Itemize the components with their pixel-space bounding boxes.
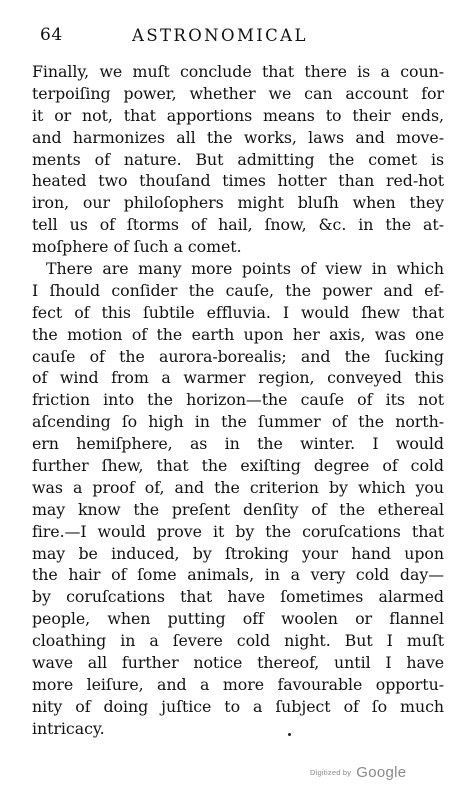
text-line: and harmonizes all the works, laws and move- bbox=[32, 127, 444, 147]
digitized-watermark bbox=[310, 762, 406, 781]
text-line: nity of doing juſtice to a ſubject of ſo much bbox=[32, 696, 444, 716]
page-header bbox=[32, 25, 441, 53]
text-line: tell us of ſtorms of hail, ſnow, &c. in the at- bbox=[32, 215, 444, 235]
text-line: There are many more points of view in which bbox=[46, 259, 444, 279]
page-number: 64 bbox=[40, 25, 63, 45]
text-line: cauſe of the aurora-borealis; and the ſucking bbox=[32, 346, 444, 366]
body-text bbox=[32, 61, 444, 740]
text-line: the hair of ſome animals, in a very cold day— bbox=[32, 565, 444, 585]
text-line: aſcending ſo high in the ſummer of the north- bbox=[32, 412, 444, 432]
running-head: ASTRONOMICAL bbox=[132, 26, 308, 45]
text-line: of wind from a warmer region, conveyed this bbox=[32, 368, 444, 388]
text-line: may know the preſent denſity of the ethereal bbox=[32, 499, 444, 519]
text-line: I ſhould conſider the cauſe, the power and ef- bbox=[32, 280, 444, 300]
text-line: more leiſure, and a more favourable opportu- bbox=[32, 674, 444, 694]
text-line: fire.—I would prove it by the coruſcations that bbox=[32, 521, 444, 541]
text-line: fect of this ſubtile effluvia. I would ſhew that bbox=[32, 302, 444, 322]
text-line: moſphere of ſuch a comet. bbox=[32, 237, 242, 257]
text-line: may be induced, by ſtroking your hand upon bbox=[32, 543, 444, 563]
watermark-prefix: Digitized by bbox=[310, 768, 352, 777]
text-line: cloathing in a ſevere cold night. But I muſt bbox=[32, 631, 444, 651]
text-line: ern hemiſphere, as in the winter. I would bbox=[32, 434, 444, 454]
text-line: ments of nature. But admitting the comet is bbox=[32, 149, 444, 169]
text-line: friction into the horizon—the cauſe of its not bbox=[32, 390, 444, 410]
text-line: wave all further notice thereof, until I have bbox=[32, 653, 444, 673]
text-line: terpoiſing power, whether we can account for bbox=[32, 83, 444, 103]
text-line: intricacy. bbox=[32, 718, 105, 738]
text-line: iron, our philoſophers might bluſh when they bbox=[32, 193, 444, 213]
google-logo: Google bbox=[356, 764, 407, 781]
text-line: further ſhew, that the exiſting degree of cold bbox=[32, 456, 444, 476]
text-line: Finally, we muſt conclude that there is a coun- bbox=[32, 62, 444, 81]
text-line: by coruſcations that have ſometimes alarmed bbox=[32, 587, 444, 607]
text-line: it or not, that apportions means to their ends, bbox=[32, 105, 444, 125]
text-line: the motion of the earth upon her axis, was one bbox=[32, 324, 444, 344]
text-line: people, when putting off woolen or flannel bbox=[32, 609, 444, 629]
ink-dot bbox=[288, 733, 291, 736]
text-line: was a proof of, and the criterion by which you bbox=[32, 477, 444, 497]
text-line: heated two thouſand times hotter than red-hot bbox=[32, 171, 444, 191]
